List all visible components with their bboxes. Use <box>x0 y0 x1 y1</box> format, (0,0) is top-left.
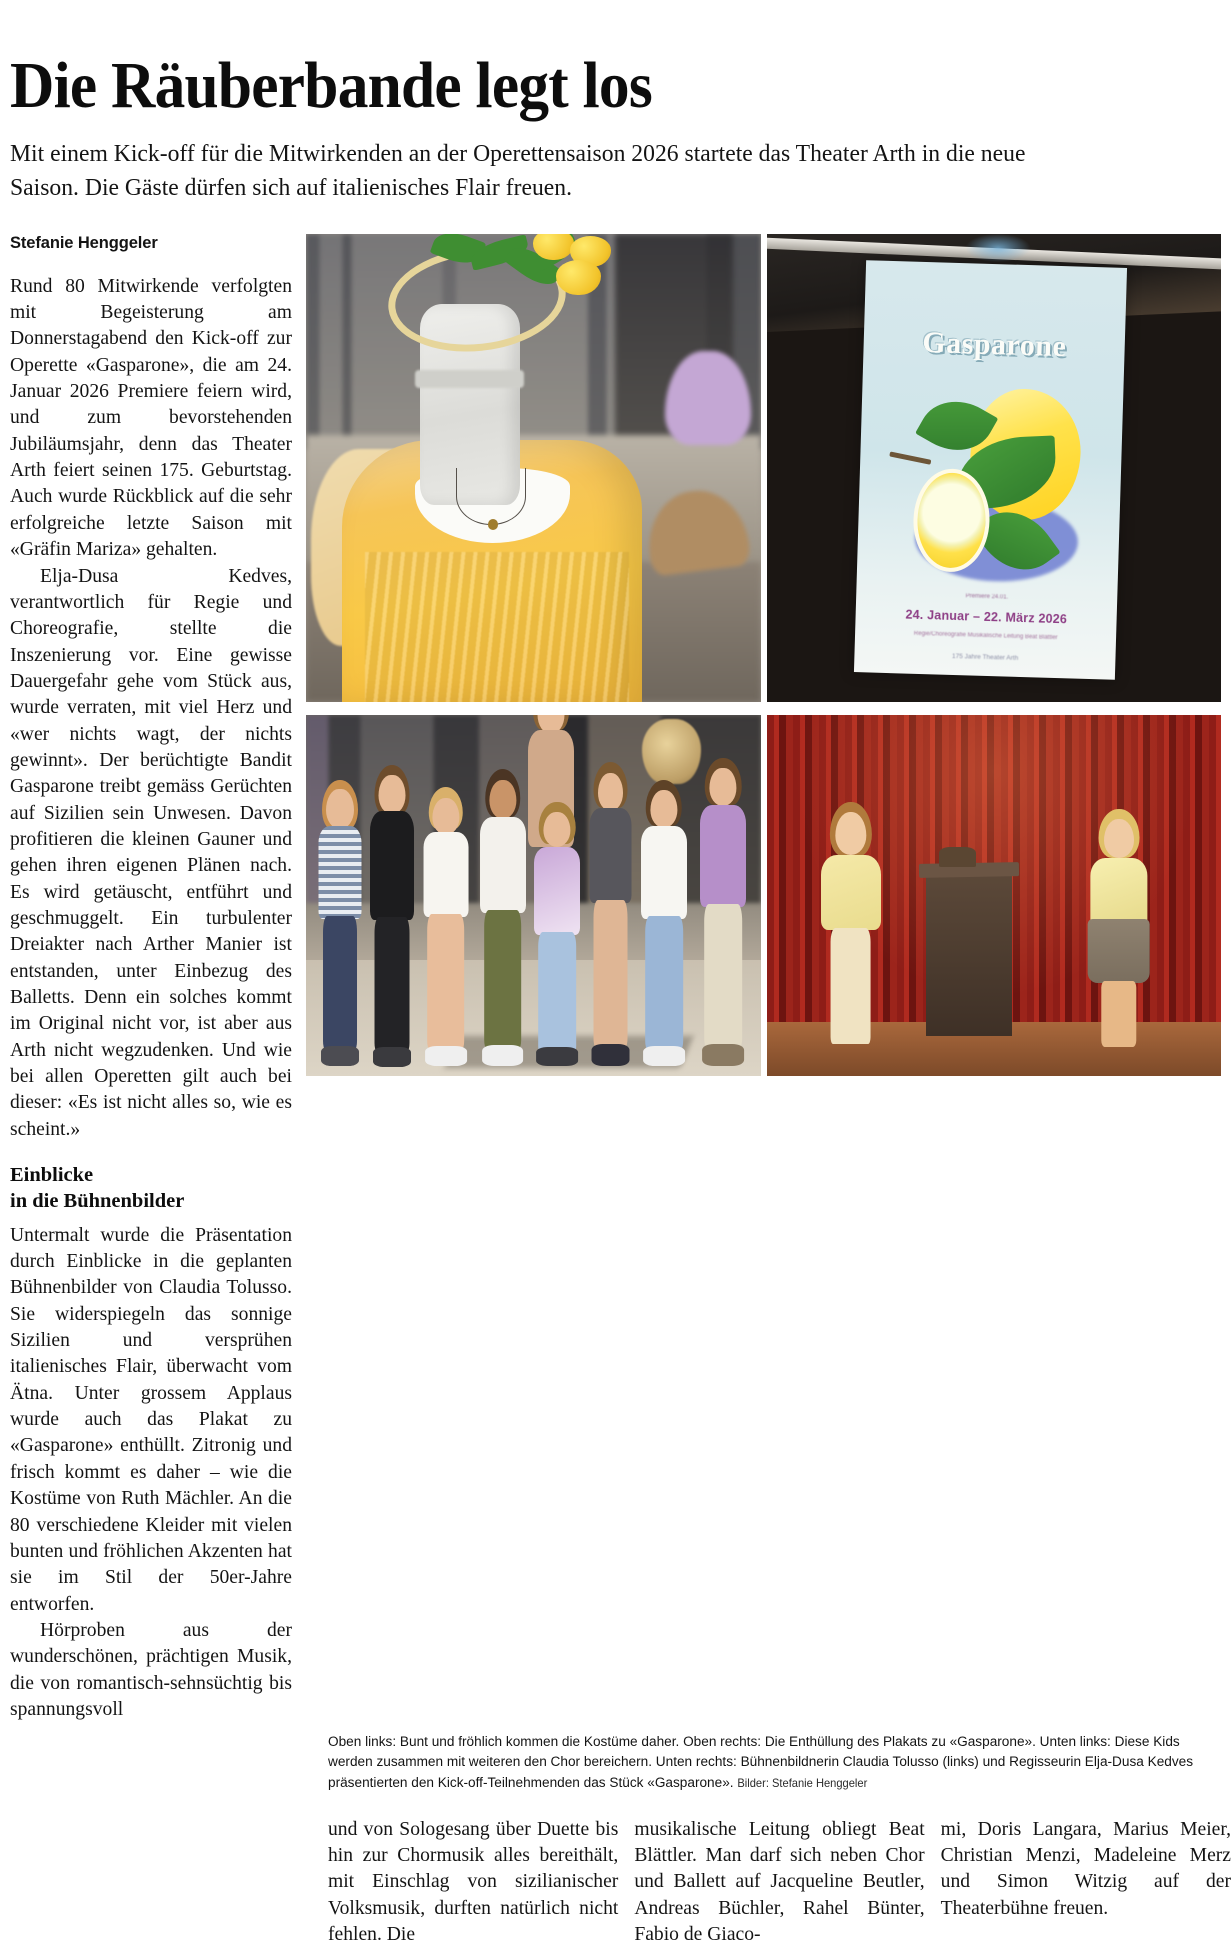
kid-8-jeans <box>645 916 683 1049</box>
kid-3-head <box>432 798 459 835</box>
hat-lemon-3 <box>556 260 601 295</box>
woman-right-legs <box>1101 981 1136 1047</box>
kid-4-shirt <box>480 817 526 913</box>
byline: Stefanie Henggeler <box>10 233 158 252</box>
woman-left-claudia-tolusso <box>816 802 884 1055</box>
caption-text: Oben links: Bunt und fröhlich kommen die Kostüme daher. Oben rechts: Die Enthüllung des Plakats zu «Gasparone». Unten links: Diese Kids werden zusammen mit weiteren den Chor bereichern. Unten rechts: Bühnenbildnerin Claudia Tolusso (links) und Regisseurin Elja-Dusa Kedves präsentierten den Kick-off-Teilnehmenden das Stück «Gasparone». <box>328 1734 1194 1791</box>
kid-8-head <box>650 790 677 828</box>
puppet-head-prop <box>642 719 701 784</box>
kid-7-shoes <box>591 1044 630 1065</box>
page-title: Die Räuberbande legt los <box>10 49 652 122</box>
photo-poster-unveiling <box>767 234 1222 702</box>
kid-4-trousers <box>484 910 522 1048</box>
kid-9-shoes <box>702 1044 744 1066</box>
woman-right-head <box>1104 819 1134 858</box>
section-subheading <box>10 1163 292 1215</box>
kid-2-shoes <box>373 1047 411 1067</box>
kid-2-trousers <box>375 917 410 1050</box>
kid-4-head <box>489 780 516 819</box>
kid-9-shirt <box>700 805 746 907</box>
poster-footer: 175 Jahre Theater Arth <box>951 653 1019 663</box>
bottom-columns <box>328 1817 1231 1948</box>
kid-6-jeans <box>538 932 576 1052</box>
kid-7-head <box>598 773 624 811</box>
necklace <box>456 468 526 525</box>
photo-stage-presentation <box>767 715 1222 1076</box>
article-main-area <box>10 234 1221 1723</box>
kid-9 <box>697 758 749 1068</box>
kid-8 <box>638 780 690 1069</box>
lectern-object <box>939 847 975 867</box>
woman-left-trousers <box>830 928 871 1044</box>
mannequin-band <box>415 370 524 389</box>
paragraph-4-part-1: Hörproben aus der wunderschönen, prächtigen Musik, die von romantisch-sehnsüchtig bis spannungsvoll <box>10 1619 292 1720</box>
kid-2 <box>367 765 417 1068</box>
poster-dates: 24. Januar – 22. März 2026 <box>905 608 1067 628</box>
kid-7 <box>586 762 636 1069</box>
projection-screen <box>854 261 1127 680</box>
subheading-line-1: Einblicke <box>10 1164 94 1187</box>
woman-right-skirt <box>1087 919 1150 983</box>
kid-3 <box>420 787 472 1069</box>
kid-9-trousers <box>704 904 742 1047</box>
woman-right-elja-dusa-kedves <box>1085 809 1153 1054</box>
article-column-1 <box>10 234 306 1723</box>
kid-3-shirt <box>423 832 468 916</box>
photo-kids-choir <box>306 715 761 1076</box>
poster-subline: Premiere 24.01. <box>965 593 1009 601</box>
kid-2-head <box>379 775 406 814</box>
woman-right-top <box>1090 858 1147 927</box>
kid-1-shirt <box>319 826 362 918</box>
paragraph-1: Rund 80 Mitwirkende verfolgten mit Begeisterung am Donnerstagabend den Kick-off zur Operette «Gasparone», die am 24. Januar 2026 Premiere feiern wird, und zum bevorstehenden Jubiläumsjahr, denn das Theater Arth feiert seinen 175. Geburtstag. Auch wurde Rückblick auf die sehr erfolgreiche letzte Saison mit «Gräfin Mariza» gehalten. <box>10 275 292 561</box>
woman-left-top <box>821 855 881 931</box>
subheading-line-2: in die Bühnenbilder <box>10 1189 185 1212</box>
bottom-column-2: musikalische Leitung obliegt Beat Blättler. Man darf sich neben Chor und Ballett auf Jacqueline Beutler, Andreas Büchler, Rahel Bünter, Fabio de Giaco- <box>634 1818 925 1946</box>
kid-3-legs <box>427 914 465 1049</box>
photo-caption <box>328 1732 1195 1792</box>
kid-6-head <box>544 812 571 847</box>
lectern <box>926 867 1012 1037</box>
kid-3-shoes <box>425 1046 467 1066</box>
kid-1 <box>315 780 365 1069</box>
kid-1-trousers <box>323 916 357 1049</box>
poster-credits: Regie/Choreografie Musikalische Leitung Beat Blättler <box>913 630 1058 642</box>
kid-9-head <box>709 768 736 807</box>
bottom-column-1: und von Sologesang über Duette bis hin zur Chormusik alles bereithält, mit Einschlag von sizilianischer Volksmusik, durften natürlich nicht fehlen. Die <box>328 1818 619 1946</box>
woman-left-head <box>835 812 866 855</box>
kid-6-jacket <box>534 847 580 935</box>
kid-7-legs <box>593 900 628 1047</box>
caption-credit: Bilder: Stefanie Henggeler <box>737 1776 868 1790</box>
kid-8-shirt <box>641 826 687 918</box>
kid-4 <box>476 769 528 1069</box>
kid-8-shoes <box>643 1046 685 1066</box>
ceiling-light <box>966 234 1030 262</box>
photo-grid <box>306 234 1221 1076</box>
poster-title: Gasparone <box>921 326 1067 364</box>
kid-6 <box>531 802 583 1069</box>
skirt-folds <box>365 552 629 702</box>
article-lede: Mit einem Kick-off für die Mitwirkenden an der Operettensaison 2026 startete das Theater Arth in die neue Saison. Die Gäste dürfen sich auf italienisches Flair freuen. <box>10 140 1026 201</box>
kid-6-shoes <box>536 1047 578 1066</box>
photo-costume-mannequin <box>306 234 761 702</box>
kid-1-shoes <box>321 1046 359 1066</box>
poster-branch <box>889 451 931 464</box>
kid-4-shoes <box>482 1045 524 1066</box>
kid-2-shirt <box>370 811 414 920</box>
paragraph-3: Untermalt wurde die Präsentation durch Einblicke in die geplanten Bühnenbilder von Claudia Tolusso. Sie widerspiegeln das sonnige Sizilien und versprühen italienisches Flair, überwacht vom Ätna. Unter grossem Applaus wurde auch das Plakat zu «Gasparone» enthüllt. Zitronig und frisch kommt es daher – wie die Kostüme von Ruth Mächler. An die 80 verschiedene Kleider mit vielen bunten und fröhlichen Akzenten hat sie im Stil der 50er-Jahre entworfen. <box>10 1224 292 1615</box>
paragraph-2: Elja-Dusa Kedves, verantwortlich für Regie und Choreografie, stellte die Inszenierung vor. Eine gewisse Dauergefahr gehe vom Stück aus, wurde verraten, mit viel Herz und «wer nichts wagt, der nichts gewinnt». Der berüchtigte Bandit Gasparone treibt gemäss Gerüchten auf Sizilien sein Unwesen. Davon profitieren die kleinen Gauner und gehen ihren eigenen Plänen nach. Es wird getäuscht, entführt und geschmuggelt. Ein turbulenter Dreiakter nach Arther Manier ist entstanden, unter Einbezug des Balletts. Denn ein solches kommt im Original nicht vor, ist aber aus Arth nicht wegzudenken. Und wie bei allen Operetten gilt auch bei dieser: «Es ist nicht alles so, wie es scheint.» <box>10 565 292 1140</box>
kid-1-head <box>326 789 354 829</box>
bottom-column-3: mi, Doris Langara, Marius Meier, Christian Menzi, Madeleine Merz und Simon Witzig auf der Theaterbühne freuen. <box>940 1818 1231 1919</box>
kid-7-shirt <box>589 808 632 903</box>
